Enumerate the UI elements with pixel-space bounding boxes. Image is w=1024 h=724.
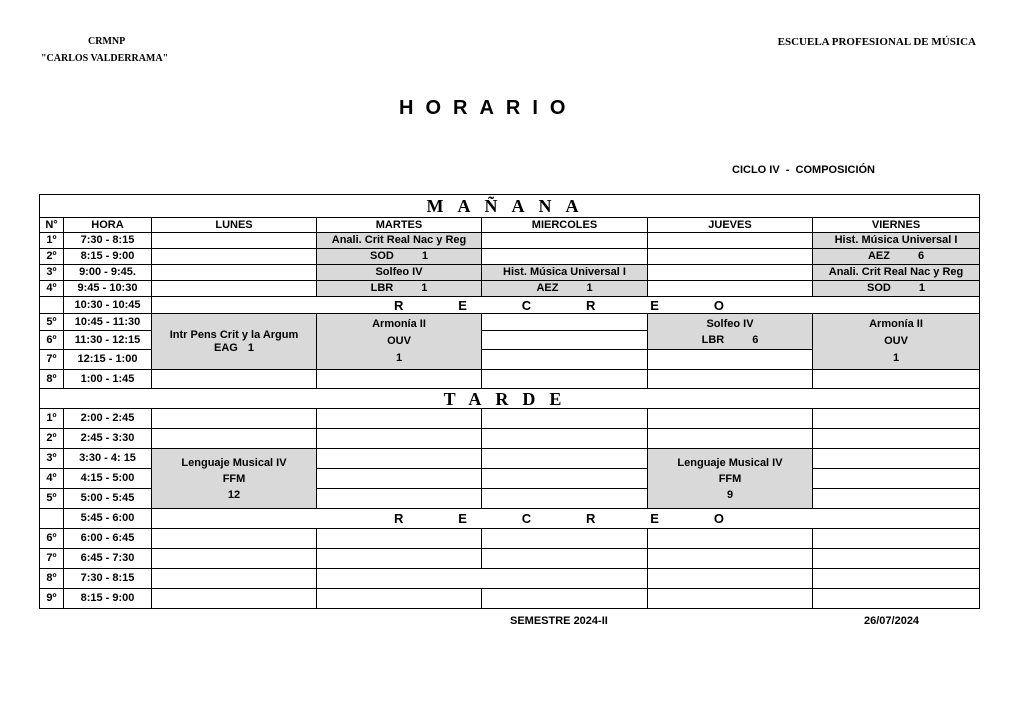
slot-number: 5º — [40, 314, 64, 331]
table-row — [40, 249, 980, 265]
slot-number — [40, 509, 64, 529]
room-number: 6 — [917, 250, 925, 262]
empty-cell — [813, 449, 980, 469]
break-letter: E — [458, 297, 467, 313]
course-name: Armonía II — [372, 318, 426, 330]
empty-cell — [482, 370, 648, 389]
empty-cell — [317, 549, 482, 569]
empty-cell — [482, 469, 648, 489]
empty-cell — [482, 589, 648, 609]
course-detail — [317, 281, 482, 297]
slot-number: 5º — [40, 489, 64, 509]
empty-cell — [317, 449, 482, 469]
break-letter: E — [458, 511, 467, 526]
table-row — [40, 549, 980, 569]
table-row — [40, 409, 980, 429]
empty-cell — [648, 265, 813, 281]
empty-cell — [317, 469, 482, 489]
table-row — [40, 265, 980, 281]
teacher-code: EAG — [214, 341, 238, 354]
table-row — [40, 529, 980, 549]
slot-number: 8º — [40, 569, 64, 589]
slot-time: 2:00 - 2:45 — [64, 409, 152, 429]
empty-cell — [317, 429, 482, 449]
empty-cell — [482, 331, 648, 350]
empty-cell — [482, 249, 648, 265]
org-name: "CARLOS VALDERRAMA" — [41, 53, 169, 64]
course-name: Hist. Música Universal I — [482, 265, 648, 281]
empty-cell — [482, 350, 648, 370]
slot-time: 10:30 - 10:45 — [64, 297, 152, 314]
slot-time: 7:30 - 8:15 — [64, 569, 152, 589]
table-row — [40, 509, 980, 529]
break-letter: O — [713, 297, 724, 313]
empty-cell — [813, 469, 980, 489]
course-block — [648, 314, 813, 350]
cycle-label: CICLO IV - COMPOSICIÓN — [732, 164, 876, 176]
empty-cell — [152, 589, 317, 609]
table-row — [40, 589, 980, 609]
course-name: Solfeo IV — [706, 317, 754, 330]
empty-cell — [648, 233, 813, 249]
empty-cell — [813, 589, 980, 609]
room-number: 12 — [227, 488, 241, 501]
org-abbreviation: CRMNP — [88, 36, 126, 47]
empty-cell — [813, 549, 980, 569]
empty-cell — [813, 409, 980, 429]
slot-time: 9:00 - 9:45. — [64, 265, 152, 281]
col-header-viernes: VIERNES — [813, 218, 980, 233]
slot-number: 2º — [40, 429, 64, 449]
empty-cell — [648, 350, 813, 370]
room-number: 1 — [918, 282, 925, 294]
empty-cell — [648, 589, 813, 609]
empty-cell — [152, 281, 317, 297]
course-name: Hist. Música Universal I — [813, 233, 980, 249]
break-letter: O — [713, 511, 724, 526]
table-row — [40, 429, 980, 449]
course-name: Armonía II — [869, 318, 923, 330]
col-header-martes: MARTES — [317, 218, 482, 233]
break-letter: C — [521, 297, 532, 313]
course-detail — [154, 342, 314, 355]
empty-cell — [317, 569, 648, 589]
empty-cell — [482, 429, 648, 449]
empty-cell — [813, 489, 980, 509]
empty-cell — [317, 529, 482, 549]
school-name: ESCUELA PROFESIONAL DE MÚSICA — [777, 36, 976, 48]
course-name: Anali. Crit Real Nac y Reg — [813, 265, 980, 281]
break-row — [152, 509, 980, 529]
col-header-miercoles: MIERCOLES — [482, 218, 648, 233]
empty-cell — [482, 314, 648, 331]
empty-cell — [482, 449, 648, 469]
semester-label: SEMESTRE 2024-II — [510, 615, 608, 627]
empty-cell — [813, 370, 980, 389]
slot-time: 9:45 - 10:30 — [64, 281, 152, 297]
slot-number: 4º — [40, 469, 64, 489]
room-number: 9 — [726, 488, 734, 501]
slot-time: 1:00 - 1:45 — [64, 370, 152, 389]
empty-cell — [648, 529, 813, 549]
col-header-lunes: LUNES — [152, 218, 317, 233]
table-row — [40, 314, 980, 331]
empty-cell — [317, 370, 482, 389]
course-detail — [482, 281, 648, 297]
course-detail — [650, 332, 810, 348]
course-name: Intr Pens Crit y la Argum — [169, 328, 299, 341]
slot-time: 12:15 - 1:00 — [64, 350, 152, 370]
slot-time: 5:45 - 6:00 — [64, 509, 152, 529]
empty-cell — [152, 549, 317, 569]
empty-cell — [648, 370, 813, 389]
slot-number: 4º — [40, 281, 64, 297]
schedule-table — [39, 194, 980, 609]
empty-cell — [813, 529, 980, 549]
room-number: 1 — [892, 352, 900, 364]
break-letter: R — [394, 511, 404, 526]
section-afternoon: TARDE — [40, 389, 980, 409]
slot-number: 6º — [40, 529, 64, 549]
slot-number: 1º — [40, 409, 64, 429]
teacher-code: LBR — [370, 282, 394, 294]
table-row — [40, 233, 980, 249]
empty-cell — [152, 409, 317, 429]
empty-cell — [317, 409, 482, 429]
course-block — [813, 314, 980, 370]
slot-time: 10:45 - 11:30 — [64, 314, 152, 331]
slot-number: 7º — [40, 549, 64, 569]
course-block — [648, 449, 813, 509]
slot-time: 3:30 - 4: 15 — [64, 449, 152, 469]
slot-time: 5:00 - 5:45 — [64, 489, 152, 509]
page-title: HORARIO — [399, 97, 578, 119]
slot-time: 2:45 - 3:30 — [64, 429, 152, 449]
room-number: 1 — [247, 341, 254, 354]
slot-time: 8:15 - 9:00 — [64, 589, 152, 609]
course-block — [152, 314, 317, 370]
teacher-code: FFM — [222, 472, 246, 485]
course-name: Anali. Crit Real Nac y Reg — [317, 233, 482, 249]
empty-cell — [152, 370, 317, 389]
empty-cell — [482, 489, 648, 509]
room-number: 1 — [586, 282, 593, 294]
room-number: 1 — [421, 282, 428, 294]
break-letter: R — [586, 297, 596, 313]
slot-time: 11:30 - 12:15 — [64, 331, 152, 350]
empty-cell — [152, 249, 317, 265]
empty-cell — [152, 233, 317, 249]
course-name: Solfeo IV — [317, 265, 482, 281]
course-detail — [813, 281, 980, 297]
table-row — [40, 281, 980, 297]
empty-cell — [317, 489, 482, 509]
teacher-code: LBR — [701, 333, 725, 346]
slot-number: 2º — [40, 249, 64, 265]
header-row — [40, 218, 980, 233]
slot-number: 3º — [40, 265, 64, 281]
empty-cell — [317, 589, 482, 609]
col-header-hora: HORA — [64, 218, 152, 233]
slot-time: 8:15 - 9:00 — [64, 249, 152, 265]
empty-cell — [152, 569, 317, 589]
empty-cell — [813, 569, 980, 589]
course-detail — [813, 249, 980, 265]
empty-cell — [648, 549, 813, 569]
teacher-code: OUV — [387, 335, 411, 347]
empty-cell — [482, 529, 648, 549]
empty-cell — [648, 409, 813, 429]
slot-number: 8º — [40, 370, 64, 389]
slot-time: 6:45 - 7:30 — [64, 549, 152, 569]
break-letter: C — [521, 511, 532, 526]
slot-time: 7:30 - 8:15 — [64, 233, 152, 249]
course-detail — [317, 249, 482, 265]
slot-number: 7º — [40, 350, 64, 370]
table-row — [40, 449, 980, 469]
teacher-code: FFM — [718, 472, 742, 485]
section-morning: MAÑANA — [40, 195, 980, 218]
course-block — [317, 314, 482, 370]
course-name: Lenguaje Musical IV — [181, 456, 287, 469]
room-number: 6 — [752, 333, 759, 346]
empty-cell — [648, 281, 813, 297]
empty-cell — [648, 429, 813, 449]
empty-cell — [482, 233, 648, 249]
break-letter: E — [650, 511, 659, 526]
col-header-n: N° — [40, 218, 64, 233]
table-row — [40, 569, 980, 589]
course-block — [152, 449, 317, 509]
teacher-code: OUV — [884, 335, 908, 347]
slot-number: 1º — [40, 233, 64, 249]
course-name: Lenguaje Musical IV — [677, 456, 783, 469]
col-header-jueves: JUEVES — [648, 218, 813, 233]
slot-number: 9º — [40, 589, 64, 609]
slot-time: 6:00 - 6:45 — [64, 529, 152, 549]
slot-number — [40, 297, 64, 314]
teacher-code: AEZ — [536, 282, 559, 294]
break-letter: R — [394, 297, 404, 313]
slot-time: 4:15 - 5:00 — [64, 469, 152, 489]
teacher-code: SOD — [370, 250, 394, 262]
empty-cell — [152, 529, 317, 549]
empty-cell — [152, 265, 317, 281]
slot-number: 6º — [40, 331, 64, 350]
date-label: 26/07/2024 — [864, 615, 920, 627]
table-row — [40, 297, 980, 314]
table-row — [40, 370, 980, 389]
empty-cell — [813, 429, 980, 449]
room-number: 1 — [395, 352, 403, 364]
slot-number: 3º — [40, 449, 64, 469]
empty-cell — [648, 569, 813, 589]
break-row — [152, 297, 980, 314]
empty-cell — [482, 549, 648, 569]
break-letter: R — [586, 511, 596, 526]
empty-cell — [482, 409, 648, 429]
empty-cell — [152, 429, 317, 449]
teacher-code: SOD — [867, 282, 891, 294]
empty-cell — [648, 249, 813, 265]
room-number: 1 — [421, 250, 428, 262]
break-letter: E — [650, 297, 659, 313]
teacher-code: AEZ — [867, 250, 890, 262]
